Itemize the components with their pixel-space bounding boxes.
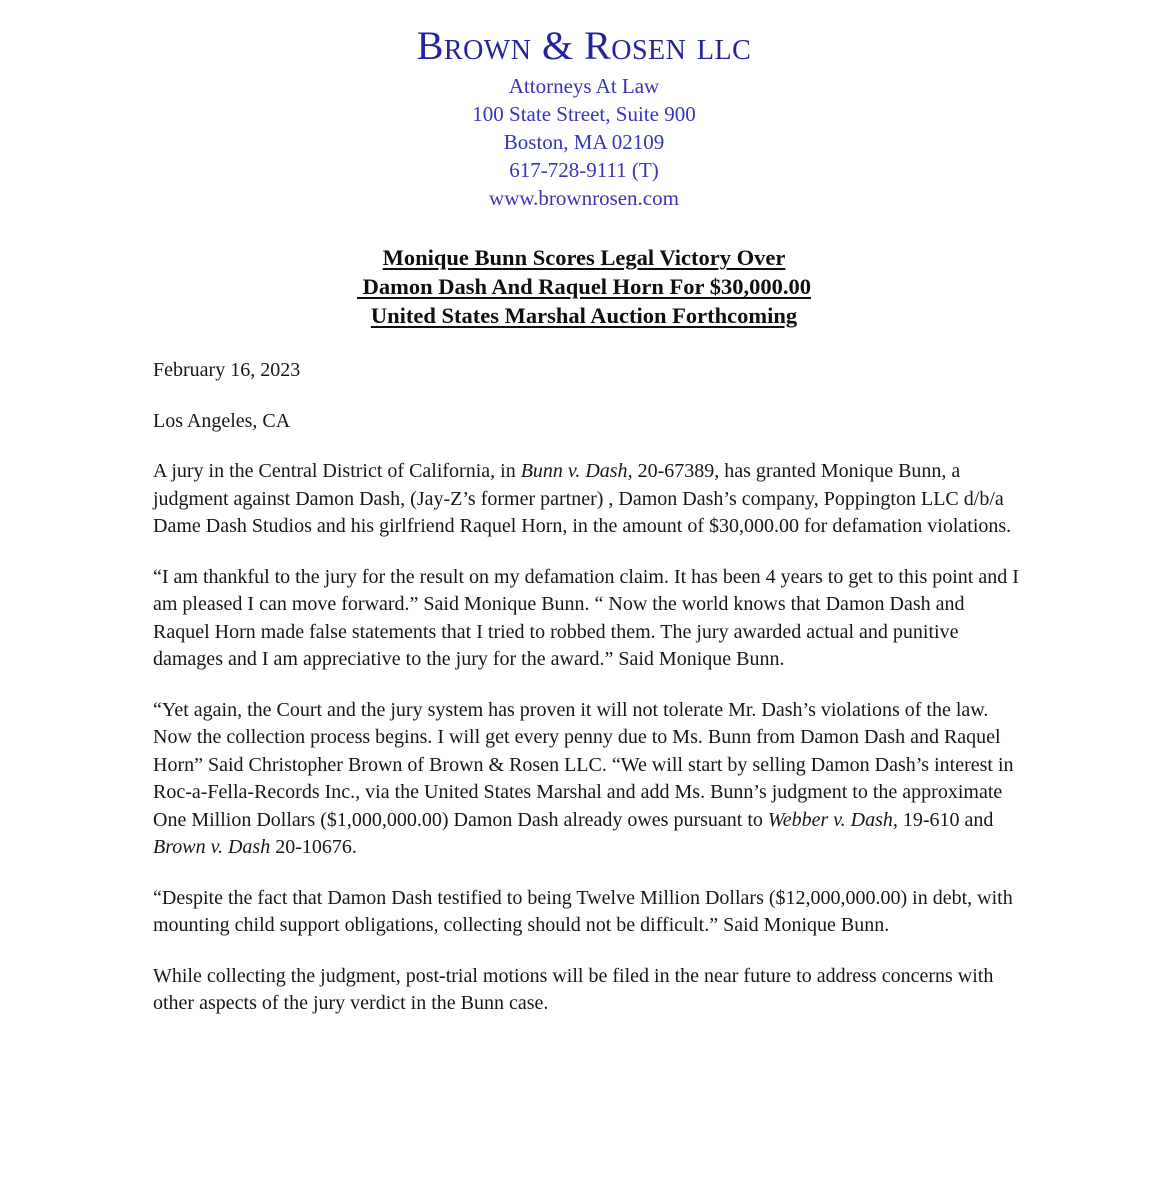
firm-phone: 617-728-9111 (T) (509, 158, 659, 182)
dateline (153, 357, 1021, 435)
italic-text-run: Bunn v. Dash (520, 460, 628, 482)
paragraph (153, 885, 1021, 940)
firm-address-city: Boston, MA 02109 (503, 130, 665, 154)
text-run: A jury in the Central District of California, in (153, 460, 521, 482)
text-run: , 20-67389, has granted Monique Bunn, a judgment against Damon Dash, (Jay-Z’s former partner) , Damon Dash’s company, Poppington LLC d/b/a Dame Dash Studios and his girlfriend Raquel Horn, in the amount of $30,000.00 for defamation violations. (153, 460, 1012, 537)
body-paragraphs (153, 458, 1021, 1018)
headline-line-2 (0, 272, 1168, 301)
paragraph (153, 564, 1021, 674)
paragraph (153, 963, 1021, 1018)
text-run: “I am thankful to the jury for the result on my defamation claim. It has been 4 years to get to this point and I am pleased I can move forward.” Said Monique Bunn. “ Now the world knows that Damon Dash and Raquel Horn made false statements that I tried to robbed them. The jury awarded actual and punitive damages and I am appreciative to the jury for the award.” Said Monique Bunn. (153, 565, 1019, 670)
headline (0, 243, 1168, 330)
headline-line-3 (0, 301, 1168, 330)
firm-tagline: Attorneys At Law (508, 74, 660, 98)
firm-address-street: 100 State Street, Suite 900 (472, 102, 696, 126)
firm-name: Brown & Rosen llc (416, 23, 752, 68)
letterhead (0, 23, 1168, 212)
text-run: , 19-610 and (892, 808, 994, 831)
paragraph (153, 458, 1021, 541)
italic-text-run: Webber v. Dash (767, 808, 893, 831)
location-line: Los Angeles, CA (153, 409, 291, 432)
headline-line-1-text: Monique Bunn Scores Legal Victory Over (382, 245, 786, 270)
text-run: 20-10676. (270, 836, 357, 858)
text-run: “Yet again, the Court and the jury system has proven it will not tolerate Mr. Dash’s violations of the law. Now the collection process begins. I will get every penny due to Ms. Bunn from Damon Dash and Raquel Horn” Said Christopher Brown of Brown & Rosen LLC. “We will start by selling Damon Dash’s interest in Roc-a-Fella-Records Inc., via the United States Marshal and add Ms. Bunn’s judgment to the approximate One Million Dollars ($1,000,000.00) Damon Dash already owes pursuant to (153, 698, 1014, 831)
date-line: February 16, 2023 (153, 359, 301, 381)
italic-text-run: Brown v. Dash (153, 836, 271, 858)
paragraph (153, 697, 1021, 862)
headline-line-2-text: Damon Dash And Raquel Horn For $30,000.00 (356, 274, 812, 299)
text-run: “Despite the fact that Damon Dash testified to being Twelve Million Dollars ($12,000,000.00) in debt, with mounting child support obligations, collecting should not be difficult.” Said Monique Bunn. (153, 886, 1013, 936)
headline-line-3-text: United States Marshal Auction Forthcoming (370, 303, 798, 328)
firm-website: www.brownrosen.com (489, 186, 679, 210)
text-run: While collecting the judgment, post-trial motions will be filed in the near future to address concerns with other aspects of the jury verdict in the Bunn case. (153, 964, 994, 1014)
headline-line-1 (0, 243, 1168, 272)
document-body (153, 357, 1021, 1018)
